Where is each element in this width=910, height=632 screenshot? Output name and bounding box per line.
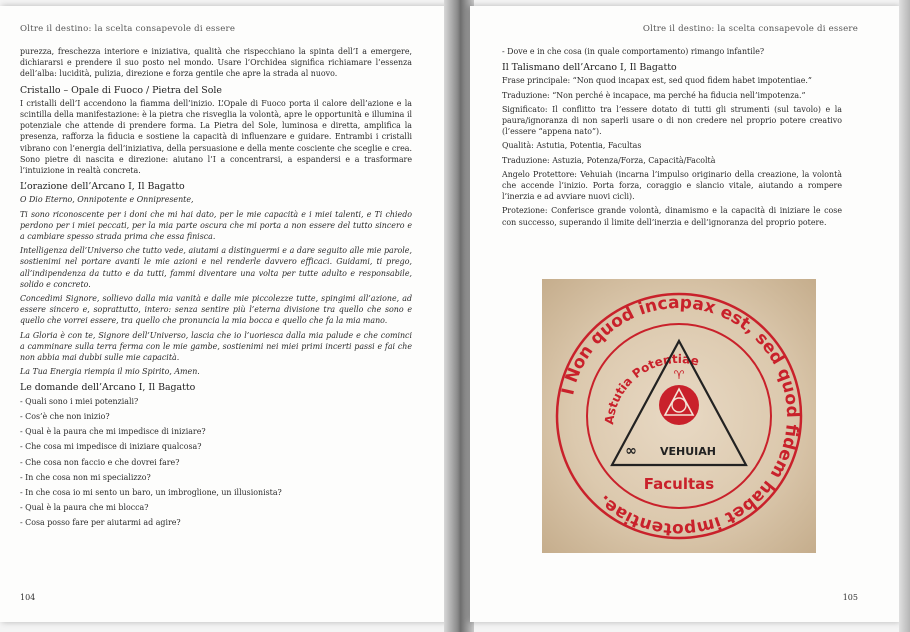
question-item: - Che cosa non faccio e che dovrei fare? [20,457,180,467]
right-page [470,6,902,622]
aries-icon: ♈ [673,368,685,382]
seal-outer-text: I Non quod incapax est, sed quod fidem habet impotentiae. [558,292,803,540]
question-item: - Quali sono i miei potenziali? [20,396,139,406]
talisman-seal-image [542,279,816,553]
seal-inner-words: Astutia Potentiae [602,351,701,426]
viewer-edge [899,0,910,632]
questions-heading: Le domande dell’Arcano I, Il Bagatto [20,382,196,394]
talisman-qualities-translation: Traduzione: Astuzia, Potenza/Forza, Capacità/Facoltà [502,155,716,165]
crystal-heading: Cristallo – Opale di Fuoco / Pietra del Sole [20,84,222,96]
question-item: - Qual è la paura che mi blocca? [20,503,149,513]
running-header-right: Oltre il destino: la scelta consapevole di essere [642,24,858,34]
left-page [0,6,452,622]
prayer-line: Intelligenza dell’Universo che tutto vede, aiutami a distinguermi e a dare seguito alle mie parole, sostienimi nel portare avanti le mie azioni e nel renderle davvero efficaci. Guidami, ti prego, all’indipendenza da tutto e da tutti, fammi diventare una volta per tutte adulto e responsabile, solido e concreto. [20,246,412,289]
talisman-qualities: Qualità: Astutia, Potentia, Facultas [502,141,642,151]
page-number-left: 104 [20,593,36,602]
talisman-meaning: Significato: Il conflitto tra l’essere dotato di tutti gli strumenti (sul tavolo) e la paura/ignoranza di non saperli usare o di non credere nel proprio potere creativo (l’essere “appena nato”). [502,104,842,137]
talisman-protection: Protezione: Conferisce grande volontà, dinamismo e la capacità di iniziare le cose con successo, superando il limite dell’inerzia e dell’ignoranza del proprio potere. [502,206,842,227]
prayer-heading: L’orazione dell’Arcano I, Il Bagatto [20,181,185,193]
running-header-left: Oltre il destino: la scelta consapevole di essere [20,24,236,34]
intro-paragraph: purezza, freschezza interiore e iniziativa, qualità che rispecchiano la spinta dell’I a emergere, dichiararsi e prendere il suo posto nel mondo. Usare l’Orchidea significa richiamare l’essenza dell’alba: lucidità, pulizia, direzione e forza gentile che apre la strada al nuovo. [20,47,412,79]
prayer-line: La Tua Energia riempia il mio Spirito, Amen. [20,367,200,377]
talisman-main-phrase: Frase principale: “Non quod incapax est, sed quod fidem habet impotentiae.” [502,76,812,86]
page-number-right: 105 [842,593,858,602]
talisman-translation: Traduzione: “Non perché è incapace, ma perché ha fiducia nell’impotenza.” [502,90,806,100]
prayer-line: Concedimi Signore, sollievo dalla mia vanità e dalle mie piccolezze tutte, spingimi all’azione, ad essere sincero e, soprattutto, intero: senza sentire più l’eterna divisione tra quello che sono e quello che vorrei essere, tra quello che pronuncia la mia bocca e quello che fa la mia mano. [20,294,412,326]
left-page-body [20,46,412,533]
question-item: - Che cosa mi impedisce di iniziare qualcosa? [20,442,202,452]
question-item: - Dove e in che cosa (in quale comportamento) rimango infantile? [502,47,765,56]
talisman-angel: Angelo Protettore: Vehuiah (incarna l’impulso originario della creazione, la volontà che accende l’inizio. Porta forza, coraggio e slancio vitale, aiutando a rompere l’inerzia e ad avviare nuovi cicli). [502,169,842,202]
prayer-line: Ti sono riconoscente per i doni che mi hai dato, per le mie capacità e i miei talenti, e Ti chiedo perdono per i miei peccati, per la mia parte oscura che mi porta a non essere del tutto sincero e a cambiare spesso strada prima che essa finisca. [20,209,412,242]
question-item: - Cosa posso fare per aiutarmi ad agire? [20,518,181,528]
question-item: - Qual è la paura che mi impedisce di iniziare? [20,427,206,437]
infinity-icon: ∞ [625,443,637,459]
right-page-body [502,46,842,231]
question-item: - In che cosa non mi specializzo? [20,472,151,482]
crystal-paragraph: I cristalli dell’I accendono la fiamma dell’inizio. L’Opale di Fuoco porta il calore dell’azione e la scintilla della manifestazione: è la pietra che risveglia la volontà, apre le opportunità e illumina il potenziale che attende di prendere forma. La Pietra del Sole, luminosa e diretta, amplifica la presenza, rafforza la fiducia e sostiene la capacità di influenzare e guidare. Entrambi i cristalli vibrano con l’energia dell’iniziativa, della persuasione e della mente cosciente che sceglie e crea. Sono pietre di nascita e direzione: aiutano l’I a concentrarsi, a espandersi e a trasformare l’intuizione in realtà concreta. [20,98,412,176]
seal-core-emblem [659,385,699,425]
talisman-heading: Il Talismano dell’Arcano I, Il Bagatto [502,62,677,74]
prayer-line: La Gloria è con te, Signore dell’Universo, lascia che io l’uoriesca dalla mia palude e che cominci a camminare sulla terra ferma con le mie gambe, sostienimi nei miei primi incerti passi e fai che non abbia mai dubbi sulle mie capacità. [20,330,412,363]
seal-angel-name: VEHUIAH [660,445,716,458]
seal-bottom-word: Facultas [643,475,715,493]
question-item: - Cos’è che non inizio? [20,411,110,421]
prayer-line: O Dio Eterno, Onnipotente e Onnipresente, [20,195,194,205]
question-item: - In che cosa io mi sento un baro, un imbroglione, un illusionista? [20,487,282,497]
talisman-seal-graphic [542,279,816,553]
